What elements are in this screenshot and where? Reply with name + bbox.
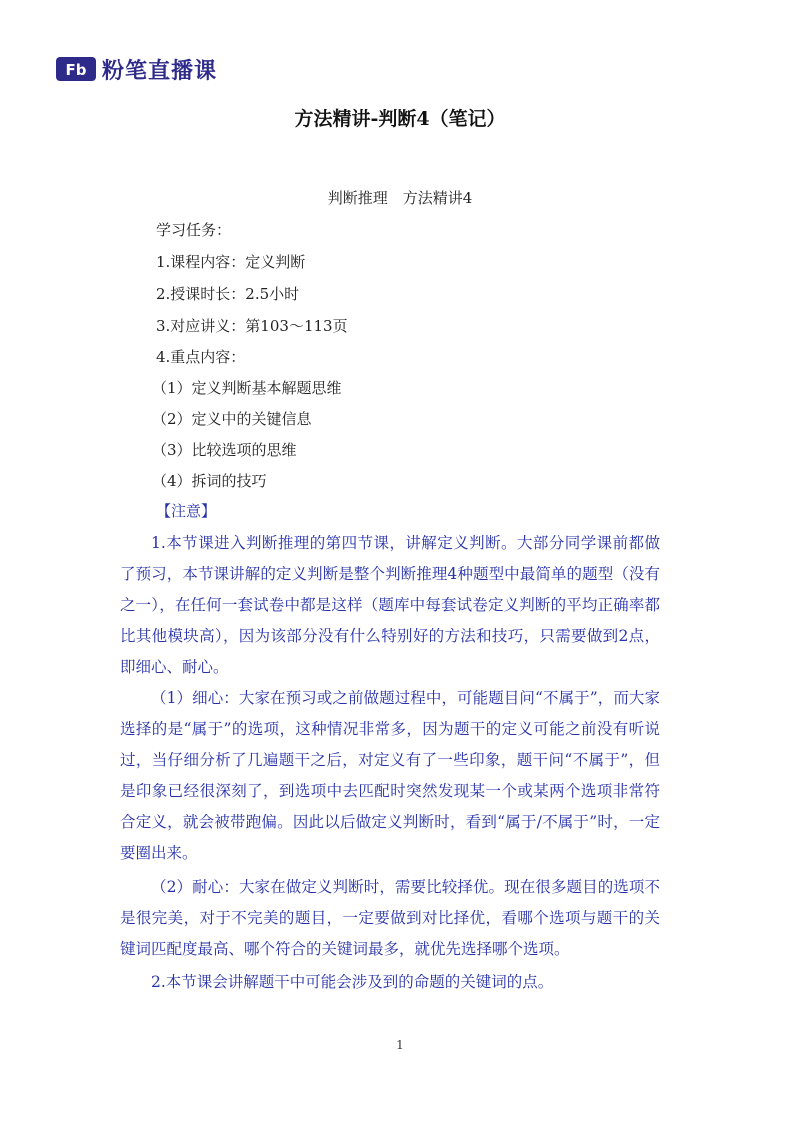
- document-subtitle: 判断推理 方法精讲4: [327, 189, 473, 207]
- brand-logo: [56, 54, 217, 84]
- note-paragraph: （2）耐心：大家在做定义判断时，需要比较择优。现在很多题目的选项不是很完美，对于不完美的题目，一定要做到对比择优，看哪个选项与题干的关键词匹配度最高、哪个符合的关键词最多，就优先选择哪个选项。: [120, 878, 660, 958]
- task-item: 3.对应讲义：第103～113页: [156, 317, 348, 335]
- task-item: 1.课程内容：定义判断: [156, 253, 306, 271]
- note-paragraph: （1）细心：大家在预习或之前做题过程中，可能题目问“不属于”，而大家选择的是“属于”的选项，这种情况非常多，因为题干的定义可能之前没有听说过，当仔细分析了几遍题干之后，对定义有了一些印象，题干问“不属于”，但是印象已经很深刻了，到选项中去匹配时突然发现某一个或某两个选项非常符合定义，就会被带跑偏。因此以后做定义判断时，看到“属于/不属于”时，一定要圈出来。: [120, 689, 660, 862]
- brand-name: 粉笔直播课: [102, 58, 218, 84]
- task-heading: 学习任务：: [156, 221, 232, 239]
- key-point: （1）定义判断基本解题思维: [152, 379, 342, 397]
- page-number: 1: [396, 1038, 404, 1052]
- key-point: （3）比较选项的思维: [152, 441, 297, 459]
- task-item: 2.授课时长：2.5小时: [156, 285, 300, 303]
- note-paragraph: 2.本节课会讲解题干中可能会涉及到的命题的关键词的点。: [151, 973, 554, 991]
- fb-logo-icon: [56, 55, 96, 83]
- svg-text:Fb: Fb: [65, 61, 87, 79]
- note-heading: 【注意】: [156, 502, 217, 520]
- key-point: （4）拆词的技巧: [152, 472, 267, 490]
- key-point: （2）定义中的关键信息: [152, 410, 312, 428]
- task-item: 4.重点内容：: [156, 348, 246, 366]
- note-paragraph: 1.本节课进入判断推理的第四节课，讲解定义判断。大部分同学课前都做了预习，本节课讲解的定义判断是整个判断推理4种题型中最简单的题型（没有之一），在任何一套试卷中都是这样（题库中每套试卷定义判断的平均正确率都比其他模块高），因为该部分没有什么特别好的方法和技巧，只需要做到2点，即细心、耐心。: [120, 534, 660, 676]
- document-title: 方法精讲-判断4（笔记）: [294, 108, 506, 130]
